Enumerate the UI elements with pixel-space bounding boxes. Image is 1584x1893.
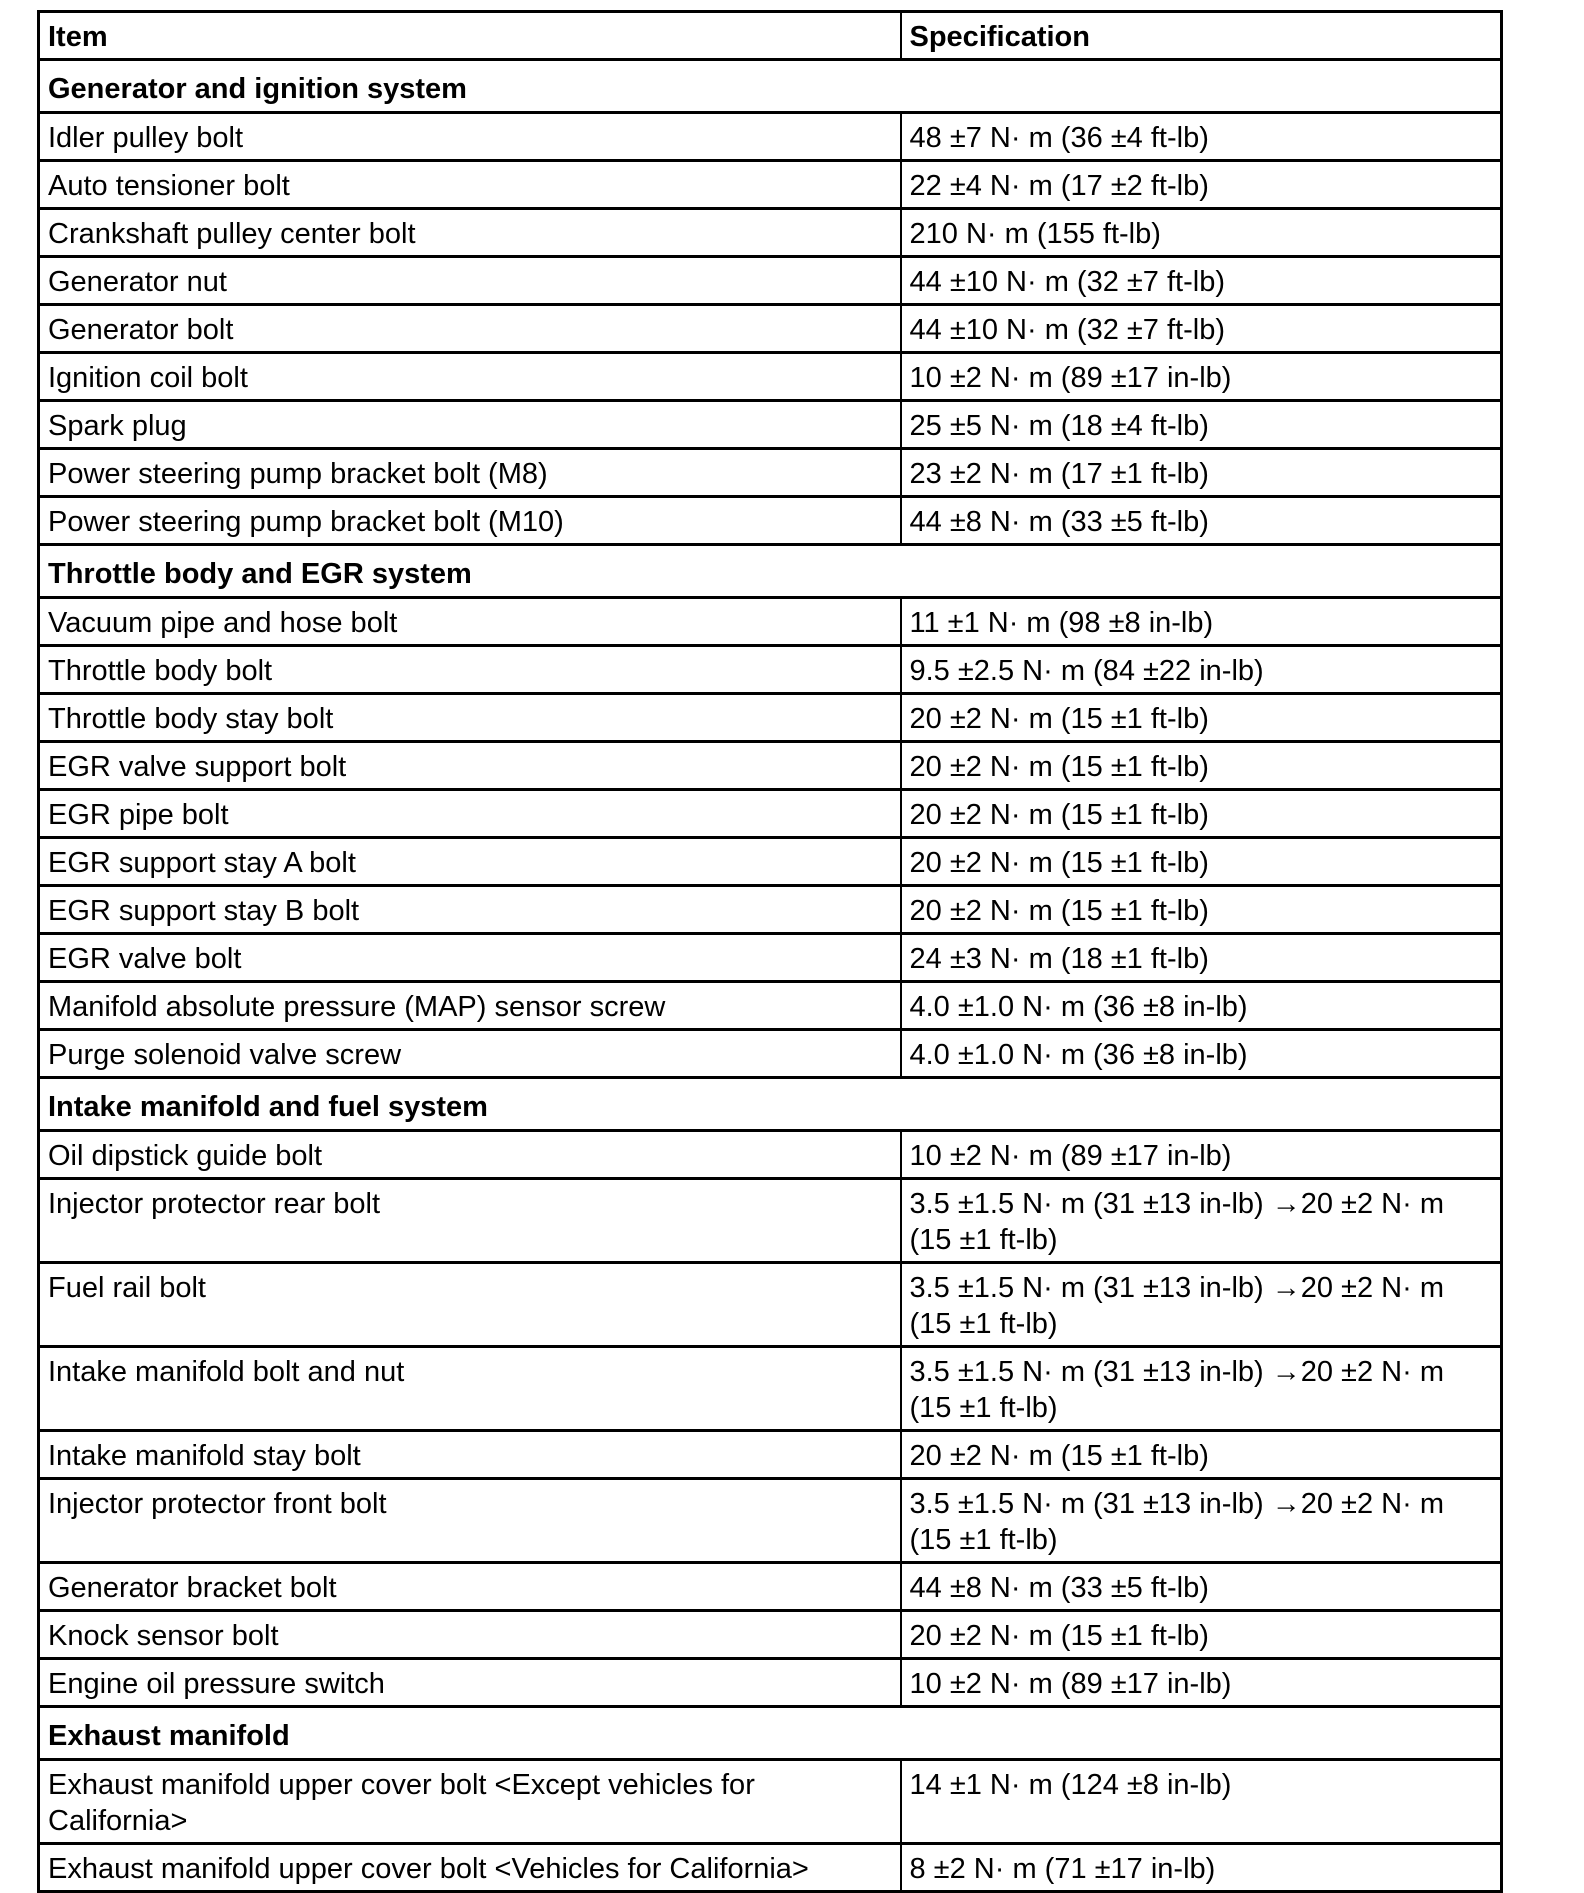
- item-cell: Manifold absolute pressure (MAP) sensor screw: [39, 982, 901, 1030]
- table-row: [39, 305, 1502, 353]
- specification-cell: 25 ±5 N· m (18 ±4 ft-lb): [901, 401, 1502, 449]
- specification-cell: 44 ±8 N· m (33 ±5 ft-lb): [901, 1563, 1502, 1611]
- table-row: [39, 1563, 1502, 1611]
- item-cell: EGR valve support bolt: [39, 742, 901, 790]
- section-header-row: [39, 60, 1502, 113]
- specification-cell: 9.5 ±2.5 N· m (84 ±22 in-lb): [901, 646, 1502, 694]
- specification-cell: 23 ±2 N· m (17 ±1 ft-lb): [901, 449, 1502, 497]
- table-row: [39, 1611, 1502, 1659]
- table-row: [39, 401, 1502, 449]
- item-cell: Idler pulley bolt: [39, 113, 901, 161]
- table-row: [39, 257, 1502, 305]
- item-cell: Fuel rail bolt: [39, 1263, 901, 1347]
- item-cell: Intake manifold bolt and nut: [39, 1347, 901, 1431]
- item-cell: Crankshaft pulley center bolt: [39, 209, 901, 257]
- item-cell: Ignition coil bolt: [39, 353, 901, 401]
- section-title: Throttle body and EGR system: [39, 545, 1502, 598]
- item-cell: Vacuum pipe and hose bolt: [39, 598, 901, 646]
- specification-cell: 14 ±1 N· m (124 ±8 in-lb): [901, 1760, 1502, 1844]
- item-cell: Power steering pump bracket bolt (M8): [39, 449, 901, 497]
- item-cell: Injector protector front bolt: [39, 1479, 901, 1563]
- specification-cell: 48 ±7 N· m (36 ±4 ft-lb): [901, 113, 1502, 161]
- table-row: [39, 449, 1502, 497]
- item-cell: EGR valve bolt: [39, 934, 901, 982]
- specification-cell: 44 ±8 N· m (33 ±5 ft-lb): [901, 497, 1502, 545]
- header-item: Item: [39, 12, 901, 60]
- table-row: [39, 982, 1502, 1030]
- specification-cell: 24 ±3 N· m (18 ±1 ft-lb): [901, 934, 1502, 982]
- table-body: [39, 60, 1502, 1892]
- section-title: Exhaust manifold: [39, 1707, 1502, 1760]
- specification-cell: 44 ±10 N· m (32 ±7 ft-lb): [901, 305, 1502, 353]
- specification-cell: 10 ±2 N· m (89 ±17 in-lb): [901, 1659, 1502, 1707]
- section-title: Generator and ignition system: [39, 60, 1502, 113]
- table-row: [39, 1179, 1502, 1263]
- item-cell: Generator bolt: [39, 305, 901, 353]
- item-cell: Throttle body stay bolt: [39, 694, 901, 742]
- item-cell: Intake manifold stay bolt: [39, 1431, 901, 1479]
- specification-cell: 10 ±2 N· m (89 ±17 in-lb): [901, 1131, 1502, 1179]
- table-row: [39, 646, 1502, 694]
- item-cell: Spark plug: [39, 401, 901, 449]
- table-header-row: [39, 12, 1502, 60]
- table-row: [39, 790, 1502, 838]
- item-cell: Throttle body bolt: [39, 646, 901, 694]
- table-row: [39, 1659, 1502, 1707]
- section-header-row: [39, 1707, 1502, 1760]
- specification-cell: 20 ±2 N· m (15 ±1 ft-lb): [901, 838, 1502, 886]
- specification-cell: 3.5 ±1.5 N· m (31 ±13 in-lb) →20 ±2 N· m (15 ±1 ft-lb): [901, 1479, 1502, 1563]
- section-header-row: [39, 1078, 1502, 1131]
- item-cell: EGR pipe bolt: [39, 790, 901, 838]
- header-specification: Specification: [901, 12, 1502, 60]
- specification-cell: 11 ±1 N· m (98 ±8 in-lb): [901, 598, 1502, 646]
- table-row: [39, 1030, 1502, 1078]
- specification-cell: 22 ±4 N· m (17 ±2 ft-lb): [901, 161, 1502, 209]
- table-row: [39, 1131, 1502, 1179]
- table-row: [39, 934, 1502, 982]
- specification-cell: 20 ±2 N· m (15 ±1 ft-lb): [901, 886, 1502, 934]
- section-title: Intake manifold and fuel system: [39, 1078, 1502, 1131]
- item-cell: EGR support stay B bolt: [39, 886, 901, 934]
- item-cell: EGR support stay A bolt: [39, 838, 901, 886]
- item-cell: Exhaust manifold upper cover bolt <Except vehicles for California>: [39, 1760, 901, 1844]
- specification-cell: 3.5 ±1.5 N· m (31 ±13 in-lb) →20 ±2 N· m (15 ±1 ft-lb): [901, 1179, 1502, 1263]
- item-cell: Purge solenoid valve screw: [39, 1030, 901, 1078]
- torque-spec-table: [37, 10, 1503, 1893]
- specification-cell: 3.5 ±1.5 N· m (31 ±13 in-lb) →20 ±2 N· m (15 ±1 ft-lb): [901, 1263, 1502, 1347]
- table-row: [39, 161, 1502, 209]
- specification-cell: 3.5 ±1.5 N· m (31 ±13 in-lb) →20 ±2 N· m (15 ±1 ft-lb): [901, 1347, 1502, 1431]
- table-row: [39, 209, 1502, 257]
- table-row: [39, 353, 1502, 401]
- specification-cell: 20 ±2 N· m (15 ±1 ft-lb): [901, 742, 1502, 790]
- specification-cell: 44 ±10 N· m (32 ±7 ft-lb): [901, 257, 1502, 305]
- table-row: [39, 1479, 1502, 1563]
- table-row: [39, 1844, 1502, 1892]
- item-cell: Knock sensor bolt: [39, 1611, 901, 1659]
- table-row: [39, 1263, 1502, 1347]
- table-row: [39, 742, 1502, 790]
- specification-cell: 4.0 ±1.0 N· m (36 ±8 in-lb): [901, 982, 1502, 1030]
- item-cell: Power steering pump bracket bolt (M10): [39, 497, 901, 545]
- specification-cell: 10 ±2 N· m (89 ±17 in-lb): [901, 353, 1502, 401]
- table-row: [39, 694, 1502, 742]
- table-row: [39, 1431, 1502, 1479]
- table-row: [39, 838, 1502, 886]
- specification-cell: 20 ±2 N· m (15 ±1 ft-lb): [901, 1431, 1502, 1479]
- specification-cell: 8 ±2 N· m (71 ±17 in-lb): [901, 1844, 1502, 1892]
- item-cell: Generator nut: [39, 257, 901, 305]
- section-header-row: [39, 545, 1502, 598]
- item-cell: Injector protector rear bolt: [39, 1179, 901, 1263]
- item-cell: Auto tensioner bolt: [39, 161, 901, 209]
- table-row: [39, 1347, 1502, 1431]
- table-row: [39, 886, 1502, 934]
- specification-cell: 20 ±2 N· m (15 ±1 ft-lb): [901, 790, 1502, 838]
- specification-cell: 20 ±2 N· m (15 ±1 ft-lb): [901, 1611, 1502, 1659]
- item-cell: Oil dipstick guide bolt: [39, 1131, 901, 1179]
- table-row: [39, 497, 1502, 545]
- item-cell: Generator bracket bolt: [39, 1563, 901, 1611]
- table-row: [39, 1760, 1502, 1844]
- table-row: [39, 598, 1502, 646]
- specification-cell: 20 ±2 N· m (15 ±1 ft-lb): [901, 694, 1502, 742]
- item-cell: Engine oil pressure switch: [39, 1659, 901, 1707]
- specification-cell: 210 N· m (155 ft-lb): [901, 209, 1502, 257]
- specification-cell: 4.0 ±1.0 N· m (36 ±8 in-lb): [901, 1030, 1502, 1078]
- item-cell: Exhaust manifold upper cover bolt <Vehicles for California>: [39, 1844, 901, 1892]
- table-row: [39, 113, 1502, 161]
